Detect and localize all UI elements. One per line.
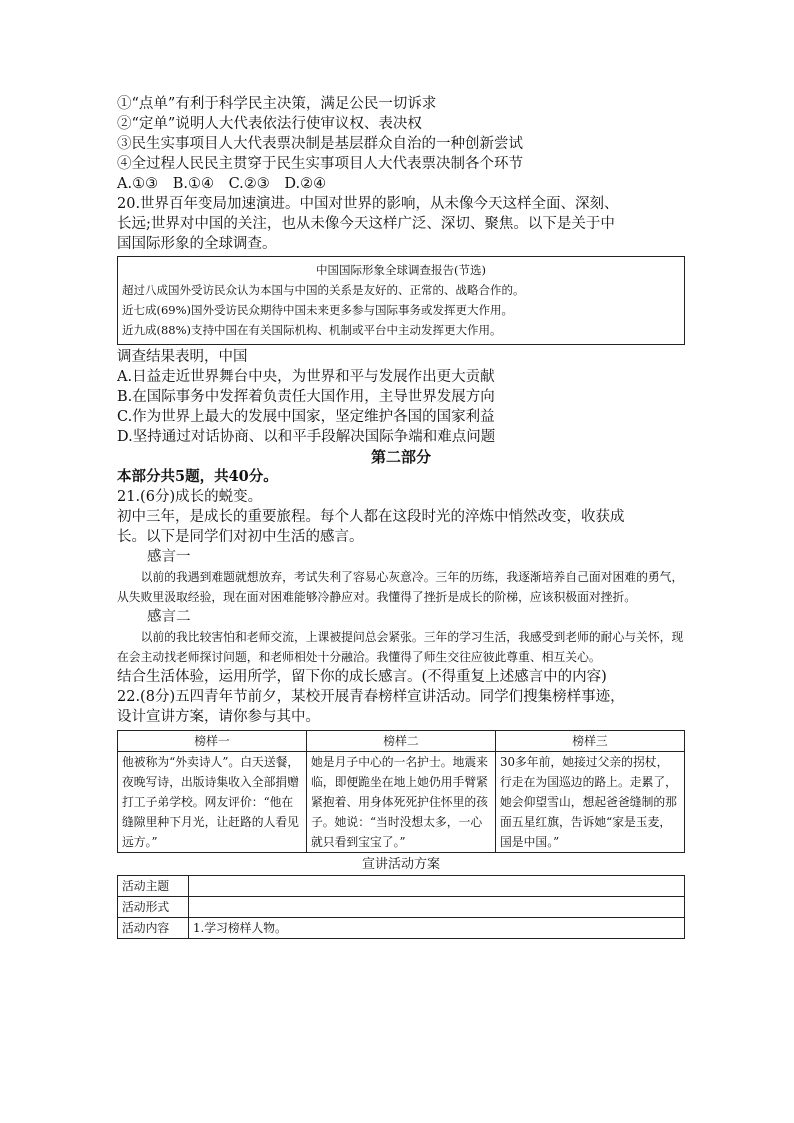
q19-option-a: A.①③ — [117, 176, 159, 192]
plan-row — [118, 876, 685, 897]
q19-options — [117, 174, 685, 194]
q20-survey-line-1: 超过八成国外受访民众认为本国与中国的关系是友好的、正常的、战略合作的。 — [122, 283, 525, 297]
plan-row-value: 1.学习榜样人物。 — [189, 918, 685, 939]
role-model-header-2: 榜样二 — [307, 731, 496, 752]
q20-option-d: D.坚持通过对话协商、以和平手段解决国际争端和难点问题 — [117, 429, 496, 445]
q19-item-4: ④全过程人民民主贯穿于民生实事项目人大代表票决制各个环节 — [117, 156, 523, 172]
q20-stem-line-1: 20.世界百年变局加速演进。中国对世界的影响，从未像今天这样全面、深刻、 — [117, 196, 619, 212]
plan-row-label: 活动内容 — [118, 918, 189, 939]
q21-stem-line-1: 初中三年，是成长的重要旅程。每个人都在这段时光的淬炼中悄然改变，收获成 — [117, 509, 625, 525]
q21-quote1-label: 感言一 — [147, 549, 191, 565]
q21-head: 21.(6分)成长的蜕变。 — [117, 489, 263, 505]
q20-option-b: B.在国际事务中发挥着负责任大国作用，主导世界发展方向 — [117, 389, 495, 405]
q22 — [117, 687, 685, 939]
q21-stem-line-2: 长。以下是同学们对初中生活的感言。 — [117, 529, 364, 545]
plan-row-label: 活动形式 — [118, 897, 189, 918]
plan-row-label: 活动主题 — [118, 876, 189, 897]
role-model-header-1: 榜样一 — [118, 731, 307, 752]
q19-item-3: ③民生实事项目人大代表票决制是基层群众自治的一种创新尝试 — [117, 136, 523, 152]
q20-survey-line-3: 近九成(88%)支持中国在有关国际机构、机制或平台中主动发挥更大作用。 — [122, 323, 502, 337]
role-model-content-row — [118, 752, 685, 853]
role-model-cell-1: 他被称为“外卖诗人”。白天送餐，夜晚写诗，出版诗集收入全部捐赠打工子弟学校。网友评价：“他在缝隙里种下月光，让赶路的人看见远方。” — [118, 752, 307, 853]
q20-survey-title: 中国国际形象全球调查报告(节选) — [316, 263, 486, 277]
q22-stem-line-2: 设计宣讲方案，请你参与其中。 — [117, 709, 320, 725]
q21-task: 结合生活体验，运用所学，留下你的成长感言。(不得重复上述感言中的内容) — [117, 669, 607, 685]
plan-title: 宣讲活动方案 — [361, 857, 440, 872]
q20-stem-line-2: 长远;世界对中国的关注，也从未像今天这样广泛、深切、聚焦。以下是关于中 — [117, 216, 615, 232]
q20-survey-box — [117, 256, 685, 345]
exam-page — [117, 94, 685, 939]
plan-table — [117, 875, 685, 939]
q22-stem-line-1: 22.(8分)五四青年节前夕，某校开展青春榜样宣讲活动。同学们搜集榜样事迹， — [117, 689, 625, 705]
q20-stem-line-3: 国国际形象的全球调查。 — [117, 236, 277, 252]
q19-choices — [117, 94, 685, 194]
q19-item-2: ②“定单”说明人大代表依法行使审议权、表决权 — [117, 116, 422, 132]
part-two-intro: 本部分共5题，共40分。 — [117, 468, 278, 485]
plan-row — [118, 918, 685, 939]
q19-option-d: D.②④ — [284, 176, 327, 192]
q19-option-c: C.②③ — [228, 176, 270, 192]
q21 — [117, 487, 685, 687]
q20-survey-line-2: 近七成(69%)国外受访民众期待中国未来更多参与国际事务或发挥更大作用。 — [122, 303, 514, 317]
q20-question: 调查结果表明，中国 — [117, 349, 248, 365]
role-model-cell-2: 她是月子中心的一名护士。地震来临，即便跪坐在地上她仍用手臂紧紧抱着、用身体死死护住怀里的孩子。她说：“当时没想太多，一心就只看到宝宝了。” — [307, 752, 496, 853]
q21-quote1-text: 以前的我遇到难题就想放弃，考试失利了容易心灰意冷。三年的历练，我逐渐培养自己面对困难的勇气，从失败里汲取经验，现在面对困难能够冷静应对。我懂得了挫折是成长的阶梯，应该积极面对挫折。 — [117, 570, 684, 604]
q20-option-a: A.日益走近世界舞台中央，为世界和平与发展作出更大贡献 — [117, 369, 495, 385]
plan-row — [118, 897, 685, 918]
part-two-title: 第二部分 — [370, 448, 431, 466]
q21-quote2-label: 感言二 — [147, 609, 191, 625]
q21-quote2-text: 以前的我比较害怕和老师交流，上课被提问总会紧张。三年的学习生活，我感受到老师的耐心与关怀，现在会主动找老师探讨问题，和老师相处十分融洽。我懂得了师生交往应彼此尊重、相互关心。 — [117, 630, 684, 664]
q20-option-c: C.作为世界上最大的发展中国家，坚定维护各国的国家利益 — [117, 409, 495, 425]
q19-option-b: B.①④ — [172, 176, 214, 192]
plan-row-value — [189, 897, 685, 918]
q19-item-1: ①“点单”有利于科学民主决策，满足公民一切诉求 — [117, 96, 437, 112]
plan-row-value — [189, 876, 685, 897]
role-model-header-3: 榜样三 — [496, 731, 685, 752]
q20 — [117, 194, 685, 447]
role-model-cell-3: 30多年前，她接过父亲的拐杖，行走在为国巡边的路上。走累了，她会仰望雪山，想起爸爸缝制的那面五星红旗，告诉她“家是玉麦，国是中国。” — [496, 752, 685, 853]
role-model-table — [117, 730, 685, 853]
role-model-header-row — [118, 731, 685, 752]
